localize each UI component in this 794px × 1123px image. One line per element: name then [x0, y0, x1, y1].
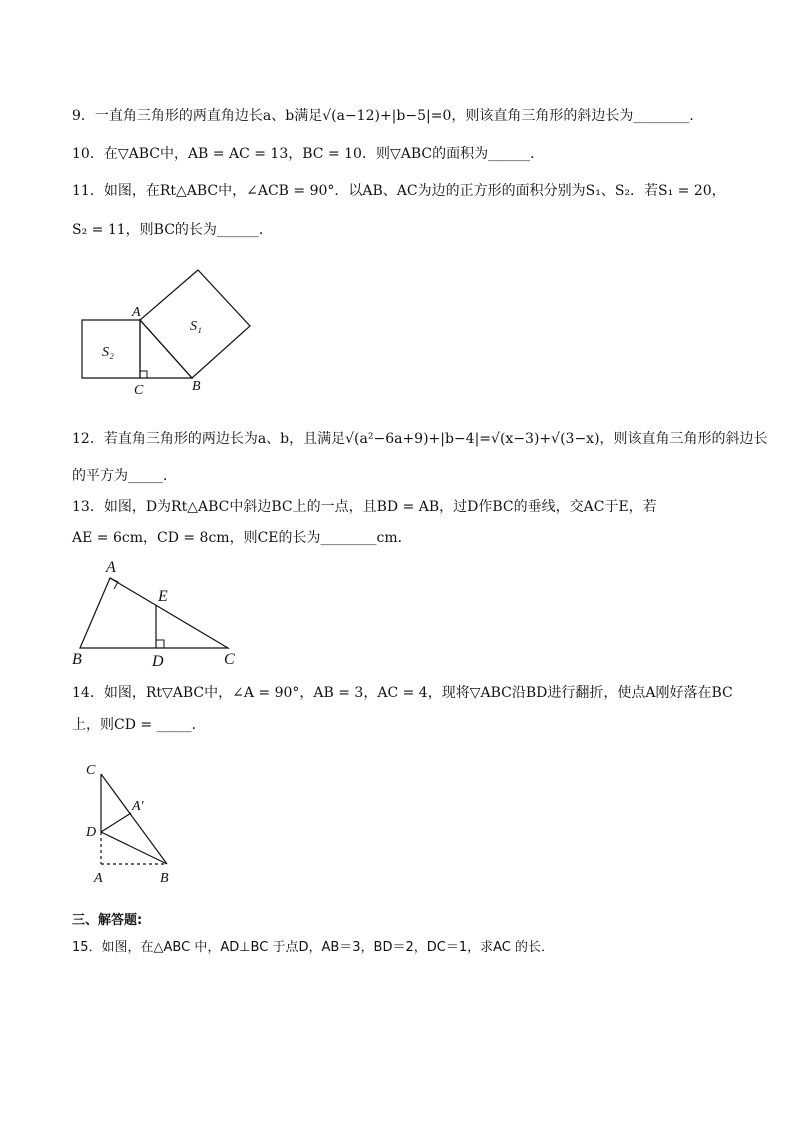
question-14-line-2: 上，则CD = _____． [72, 717, 206, 733]
label-c: C [224, 651, 235, 668]
question-13-line-2: AE = 6cm，CD = 8cm，则CE的长为________cm． [72, 530, 412, 546]
label-s1: S₁ [190, 319, 202, 334]
question-10: 10．在▽ABC中，AB = AC = 13，BC = 10．则▽ABC的面积为______． [72, 146, 545, 162]
triangle-abc [80, 578, 228, 648]
segment-cb [101, 774, 167, 864]
question-12-line-1: 12．若直角三角形的两边长为a、b，且满足√(a²−6a+9)+|b−4|=√(x−3)+√(3−x)，则该直角三角形的斜边长 [72, 431, 768, 447]
segment-db [101, 832, 167, 864]
figure-13 [66, 556, 256, 670]
question-13-line-1: 13．如图，D为Rt△ABC中斜边BC上的一点，且BD = AB，过D作BC的垂线，交AC于E，若 [72, 499, 657, 515]
label-b: B [192, 379, 201, 394]
right-angle-mark-d [156, 640, 164, 648]
right-angle-mark [140, 371, 147, 378]
label-b: B [160, 871, 169, 886]
right-angle-mark-a [110, 578, 118, 589]
question-15: 15．如图，在△ABC 中，AD⊥BC 于点D，AB＝3，BD＝2，DC＝1，求AC 的长． [72, 940, 554, 955]
question-14-line-1: 14．如图，Rt▽ABC中，∠A = 90°，AB = 3，AC = 4，现将▽ABC沿BD进行翻折，使点A刚好落在BC [72, 685, 733, 701]
figure-11 [70, 262, 270, 402]
section-3-heading: 三、解答题: [72, 913, 143, 928]
segment-da-prime [101, 813, 131, 832]
label-a: A [106, 559, 116, 576]
label-c: C [134, 383, 144, 398]
label-d: D [152, 653, 164, 670]
question-11-line-2: S₂ = 11，则BC的长为______． [72, 222, 273, 238]
label-a-prime: A′ [132, 799, 144, 814]
triangle-abc [140, 320, 192, 378]
label-b: B [72, 651, 82, 668]
label-s2: S₂ [102, 345, 114, 360]
label-e: E [158, 588, 168, 605]
label-a: A [132, 305, 141, 320]
question-12-line-2: 的平方为_____． [72, 468, 177, 484]
label-a: A [94, 871, 103, 886]
label-c: C [86, 763, 96, 778]
label-d: D [86, 825, 97, 840]
question-9: 9．一直角三角形的两直角边长a、b满足√(a−12)+|b−5|=0，则该直角三角形的斜边长为________． [72, 108, 704, 124]
figure-14 [80, 756, 190, 890]
question-11-line-1: 11．如图，在Rt△ABC中，∠ACB = 90°．以AB、AC为边的正方形的面积分别为S₁、S₂．若S₁ = 20， [72, 183, 726, 199]
